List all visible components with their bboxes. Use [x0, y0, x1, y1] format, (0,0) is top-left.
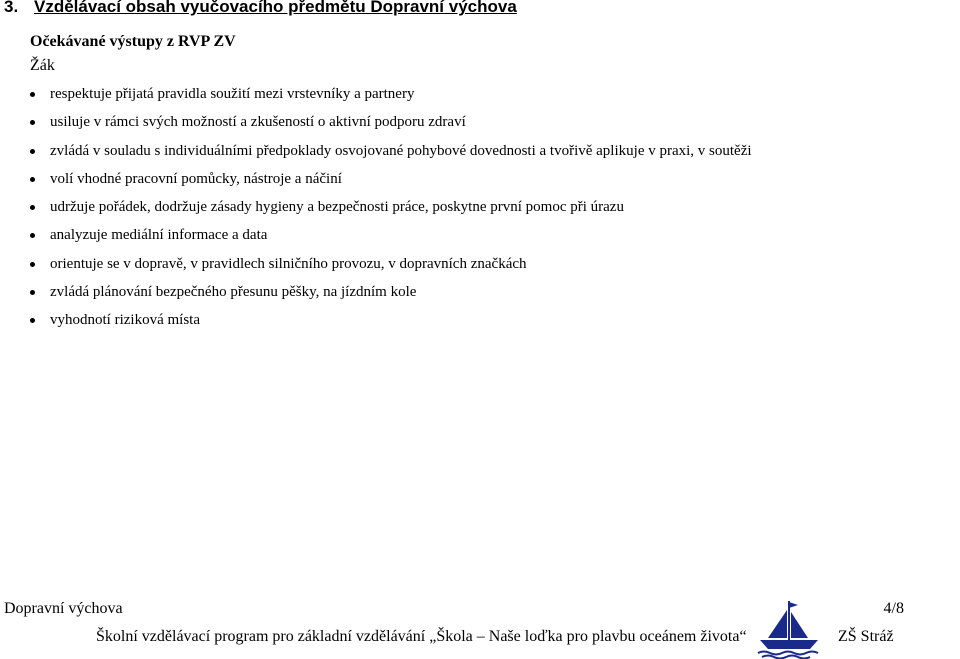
outcome-text: vyhodnotí riziková místa	[50, 312, 200, 329]
list-item	[0, 140, 752, 168]
list-item	[0, 281, 752, 309]
bullet-icon	[30, 92, 35, 97]
outcome-text: respektuje přijatá pravidla soužití mezi vrstevníky a partnery	[50, 86, 415, 102]
section-title: Vzdělávací obsah vyučovacího předmětu Dopravní výchova	[34, 0, 517, 16]
list-item	[0, 111, 752, 139]
bullet-icon	[30, 262, 35, 267]
bullet-icon	[30, 318, 35, 323]
footer-subject: Dopravní výchova	[4, 600, 123, 617]
footer-program-title: Školní vzdělávací program pro základní vzdělávání „Škola – Naše loďka pro plavbu oceánem života“	[96, 628, 747, 645]
expected-outcomes-heading: Očekávané výstupy z RVP ZV	[30, 33, 236, 50]
outcome-text: usiluje v rámci svých možností a zkušeností o aktivní podporu zdraví	[50, 114, 466, 131]
footer-page-number: 4/8	[883, 600, 904, 617]
list-item	[0, 253, 752, 281]
outcome-text: analyzuje mediální informace a data	[50, 227, 268, 244]
list-item	[0, 224, 752, 252]
bullet-icon	[30, 177, 35, 182]
outcome-text: volí vhodné pracovní pomůcky, nástroje a náčiní	[50, 170, 342, 187]
section-number: 3.	[4, 0, 19, 16]
list-item	[0, 196, 752, 224]
pupil-label: Žák	[30, 57, 55, 74]
bullet-icon	[30, 149, 35, 154]
bullet-icon	[30, 233, 35, 238]
outcome-text: udržuje pořádek, dodržuje zásady hygieny a bezpečnosti práce, poskytne první pomoc při úrazu	[50, 199, 624, 216]
sailing-ship-icon	[756, 600, 822, 659]
outcome-text: orientuje se v dopravě, v pravidlech silničního provozu, v dopravních značkách	[50, 255, 527, 272]
list-item	[0, 309, 752, 337]
outcome-text: zvládá v souladu s individuálními předpoklady osvojované pohybové dovednosti a tvořivě aplikuje v praxi, v soutěži	[50, 142, 752, 159]
bullet-icon	[30, 290, 35, 295]
outcomes-list	[0, 83, 752, 338]
list-item	[0, 83, 752, 111]
outcome-text: zvládá plánování bezpečného přesunu pěšky, na jízdním kole	[50, 284, 417, 301]
bullet-icon	[30, 120, 35, 125]
bullet-icon	[30, 205, 35, 210]
list-item	[0, 168, 752, 196]
section-heading	[4, 0, 517, 17]
footer-school-name: ZŠ Stráž	[838, 628, 894, 645]
